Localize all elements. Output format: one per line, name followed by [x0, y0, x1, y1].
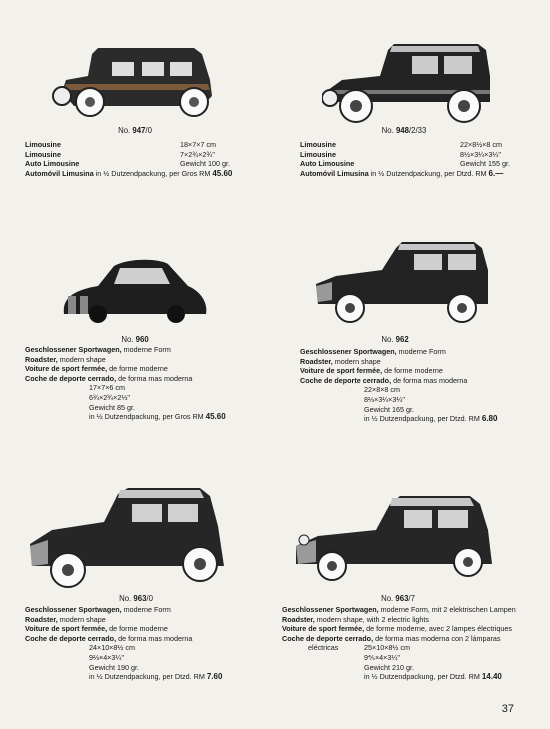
- car-962-illustration: [312, 240, 492, 324]
- car-963-0-illustration: [24, 486, 230, 590]
- item-number-963-0: No. 963/0: [119, 594, 153, 603]
- item-number-947-0: No. 947/0: [118, 126, 152, 135]
- item-948-description: Limousine 22×8½×8 cm Limousine 8½×3¼×3¼" Auto Limousine Gewicht 155 gr. Automóvil Limusina in ½ Dutzendpackung, per Dtzd. RM 6.—: [300, 140, 510, 178]
- item-960-description: Geschlossener Sportwagen, moderne Form Roadster, modern shape Voiture de sport fermée, de forme moderne Coche de deporte cerrado, de forma mas moderna 17×7×6 cm 6¾×2¾×2⅓" Gewicht 85 gr. in ½ Dutzendpackung, per Gros RM 45.60: [25, 345, 226, 422]
- item-number-948: No. 948/2/33: [381, 126, 427, 135]
- page-number: 37: [501, 703, 514, 715]
- car-960-illustration: [58, 256, 210, 326]
- item-number-963-7: No. 963/7: [381, 594, 415, 603]
- car-963-7-illustration: [292, 494, 496, 582]
- item-963-0-description: Geschlossener Sportwagen, moderne Form Roadster, modern shape Voiture de sport fermée, de forme moderne Coche de deporte cerrado, de forma mas moderna 24×10×8½ cm 9⅔×4×3¼" Gewicht 190 gr. in ½ Dutzendpackung, per Dtzd. RM 7.60: [25, 605, 223, 682]
- car-947-0-illustration: [52, 44, 222, 118]
- item-number-960: No. 960: [121, 335, 149, 344]
- item-963-7-description: Geschlossener Sportwagen, moderne Form, mit 2 elektrischen Lampen Roadster, modern shape, with 2 electric lights Voiture de sport fermée, de forme moderne, avec 2 lampes électriques Coche de deporte cerrado, de forma mas moderna con 2 lámparas eléctricas 25×10×8½ cm 9⅘×4×3¼" Gewicht 210 gr. in ½ Dutzendpackung, per Dtzd. RM 14.40: [282, 605, 516, 682]
- item-number-962: No. 962: [381, 335, 409, 344]
- item-947-0-description: Limousine 18×7×7 cm Limousine 7×2¾×2¾" Auto Limousine Gewicht 100 gr. Automóvil Limusina in ½ Dutzendpackung, per Gros RM 45.60: [25, 140, 233, 178]
- item-962-description: Geschlossener Sportwagen, moderne Form Roadster, modern shape Voiture de sport fermée, de forme moderne Coche de deporte cerrado, de forma mas moderna 22×8×8 cm 8⅔×3¼×3¼" Gewicht 165 gr. in ½ Dutzendpackung, per Dtzd. RM 6.80: [300, 347, 498, 424]
- car-948-illustration: [322, 42, 494, 124]
